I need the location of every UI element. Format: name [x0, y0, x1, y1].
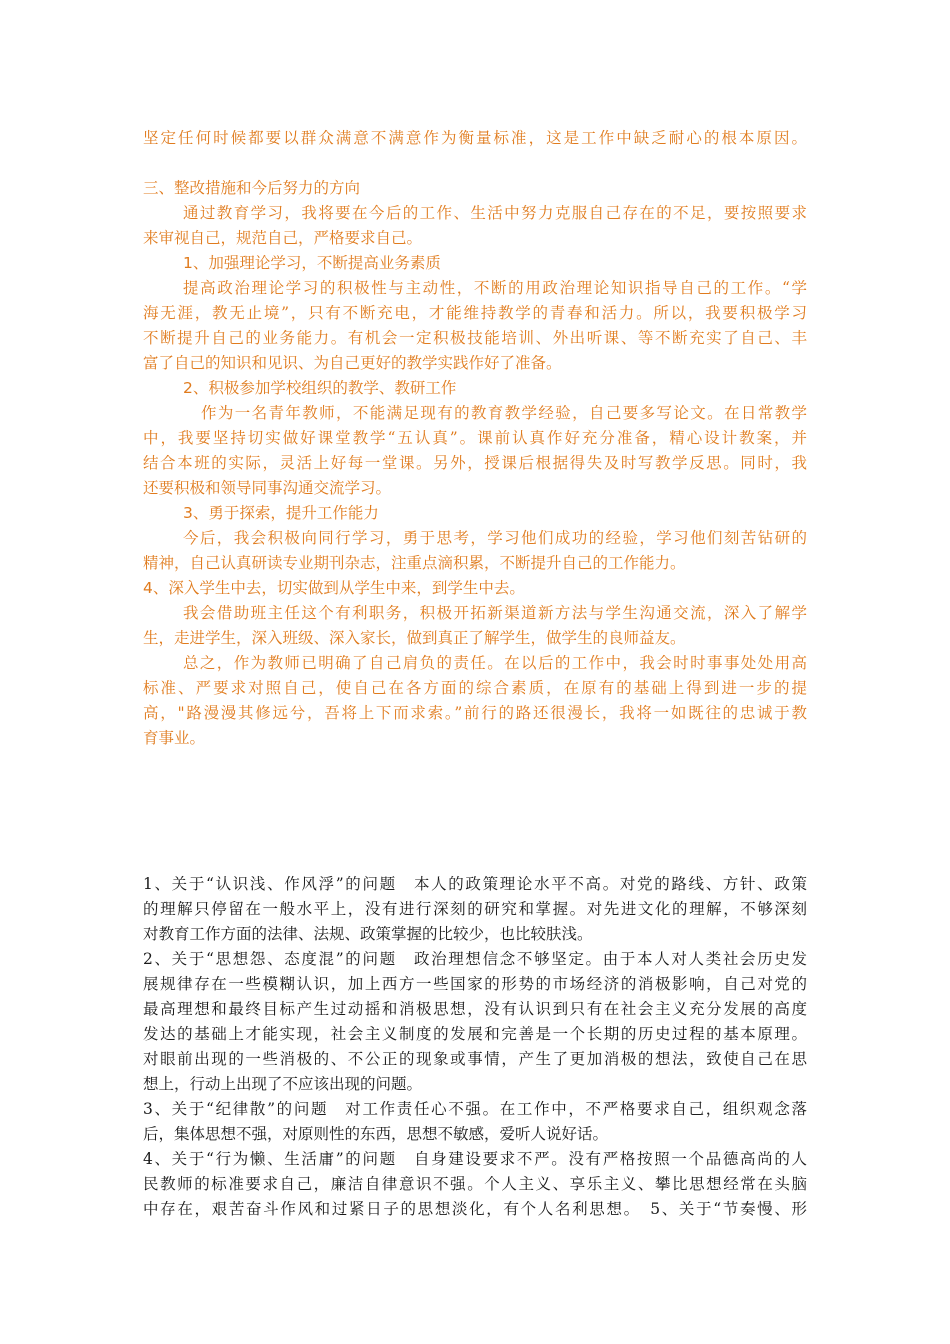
- subheading: 1、加强理论学习，不断提高业务素质: [183, 254, 441, 272]
- paragraph-line: 最高理想和最终目标产生过动摇和消极思想，没有认识到只有在社会主义充分发展的高度: [143, 1000, 807, 1018]
- paragraph-line: 作为一名青年教师，不能满足现有的教育教学经验，自己要多写论文。在日常教学: [201, 404, 807, 422]
- paragraph-line: 高，"路漫漫其修远兮，吾将上下而求索。”前行的路还很漫长，我将一如既往的忠诚于教: [143, 704, 807, 722]
- paragraph-line: 发达的基础上才能实现，社会主义制度的发展和完善是一个长期的历史过程的基本原理。: [143, 1025, 807, 1043]
- paragraph-line: 结合本班的实际，灵活上好每一堂课。另外，授课后根据得失及时写教学反思。同时，我: [143, 454, 807, 472]
- paragraph-line: 后，集体思想不强，对原则性的东西，思想不敏感，爱听人说好话。: [143, 1125, 609, 1143]
- subheading: 4、深入学生中去，切实做到从学生中来，到学生中去。: [143, 579, 525, 597]
- paragraph-line: 展规律存在一些模糊认识，加上西方一些国家的形势的市场经济的消极影响，自己对党的: [143, 975, 807, 993]
- section-heading: 三、整改措施和今后努力的方向: [143, 179, 361, 197]
- paragraph-line: 坚定任何时候都要以群众满意不满意作为衡量标准，这是工作中缺乏耐心的根本原因。: [143, 129, 807, 147]
- orange-text-section: [143, 126, 807, 751]
- paragraph-line: 民教师的标准要求自己，廉洁自律意识不强。个人主义、享乐主义、攀比思想经常在头脑: [143, 1175, 807, 1193]
- paragraph-line: 通过教育学习，我将要在今后的工作、生活中努力克服自己存在的不足，要按照要求: [183, 204, 807, 222]
- paragraph-line: 今后，我会积极向同行学习，勇于思考，学习他们成功的经验，学习他们刻苦钻研的: [183, 529, 807, 547]
- blank-line: [143, 151, 807, 176]
- paragraph-line: 的理解只停留在一般水平上，没有进行深刻的研究和掌握。对先进文化的理解，不够深刻: [143, 900, 807, 918]
- paragraph-line: 总之，作为教师已明确了自己肩负的责任。在以后的工作中，我会时时事事处处用高: [183, 654, 807, 672]
- paragraph-line: 提高政治理论学习的积极性与主动性，不断的用政治理论知识指导自己的工作。“学: [183, 279, 807, 297]
- paragraph-line: 想上，行动上出现了不应该出现的问题。: [143, 1075, 423, 1093]
- paragraph-line: 来审视自己，规范自己，严格要求自己。: [143, 229, 423, 247]
- paragraph-line: 中，我要坚持切实做好课堂教学“五认真”。课前认真作好充分准备，精心设计教案，并: [143, 429, 807, 447]
- paragraph-line: 精神，自己认真研读专业期刊杂志，注重点滴积累，不断提升自己的工作能力。: [143, 554, 686, 572]
- paragraph-line: 对眼前出现的一些消极的、不公正的现象或事情，产生了更加消极的想法，致使自己在思: [143, 1050, 807, 1068]
- paragraph-line: 生，走进学生，深入班级、深入家长，做到真正了解学生，做学生的良师益友。: [143, 629, 686, 647]
- paragraph-line: 1、关于“认识浅、作风浮”的问题 本人的政策理论水平不高。对党的路线、方针、政策: [143, 875, 807, 893]
- paragraph-line: 对教育工作方面的法律、法规、政策掌握的比较少，也比较肤浅。: [143, 925, 593, 943]
- paragraph-line: 不断提升自己的业务能力。有机会一定积极技能培训、外出听课、等不断充实了自己、丰: [143, 329, 807, 347]
- paragraph-line: 中存在，艰苦奋斗作风和过紧日子的思想淡化，有个人名利思想。 5、关于“节奏慢、形: [143, 1200, 807, 1218]
- paragraph-line: 育事业。: [143, 729, 206, 747]
- paragraph-line: 3、关于“纪律散”的问题 对工作责任心不强。在工作中，不严格要求自己，组织观念落: [143, 1100, 807, 1118]
- subheading: 2、积极参加学校组织的教学、教研工作: [183, 379, 457, 397]
- paragraph-line: 海无涯，教无止境”，只有不断充电，才能维持教学的青春和活力。所以，我要积极学习: [143, 304, 807, 322]
- black-text-section: [143, 872, 807, 1222]
- paragraph-line: 2、关于“思想怨、态度混”的问题 政治理想信念不够坚定。由于本人对人类社会历史发: [143, 950, 807, 968]
- paragraph-line: 我会借助班主任这个有利职务，积极开拓新渠道新方法与学生沟通交流，深入了解学: [183, 604, 807, 622]
- paragraph-line: 还要积极和领导同事沟通交流学习。: [143, 479, 392, 497]
- paragraph-line: 富了自己的知识和见识、为自己更好的教学实践作好了准备。: [143, 354, 562, 372]
- paragraph-line: 标准、严要求对照自己，使自己在各方面的综合素质，在原有的基础上得到进一步的提: [143, 679, 807, 697]
- subheading: 3、勇于探索，提升工作能力: [183, 504, 379, 522]
- paragraph-line: 4、关于“行为懒、生活庸”的问题 自身建设要求不严。没有严格按照一个品德高尚的人: [143, 1150, 807, 1168]
